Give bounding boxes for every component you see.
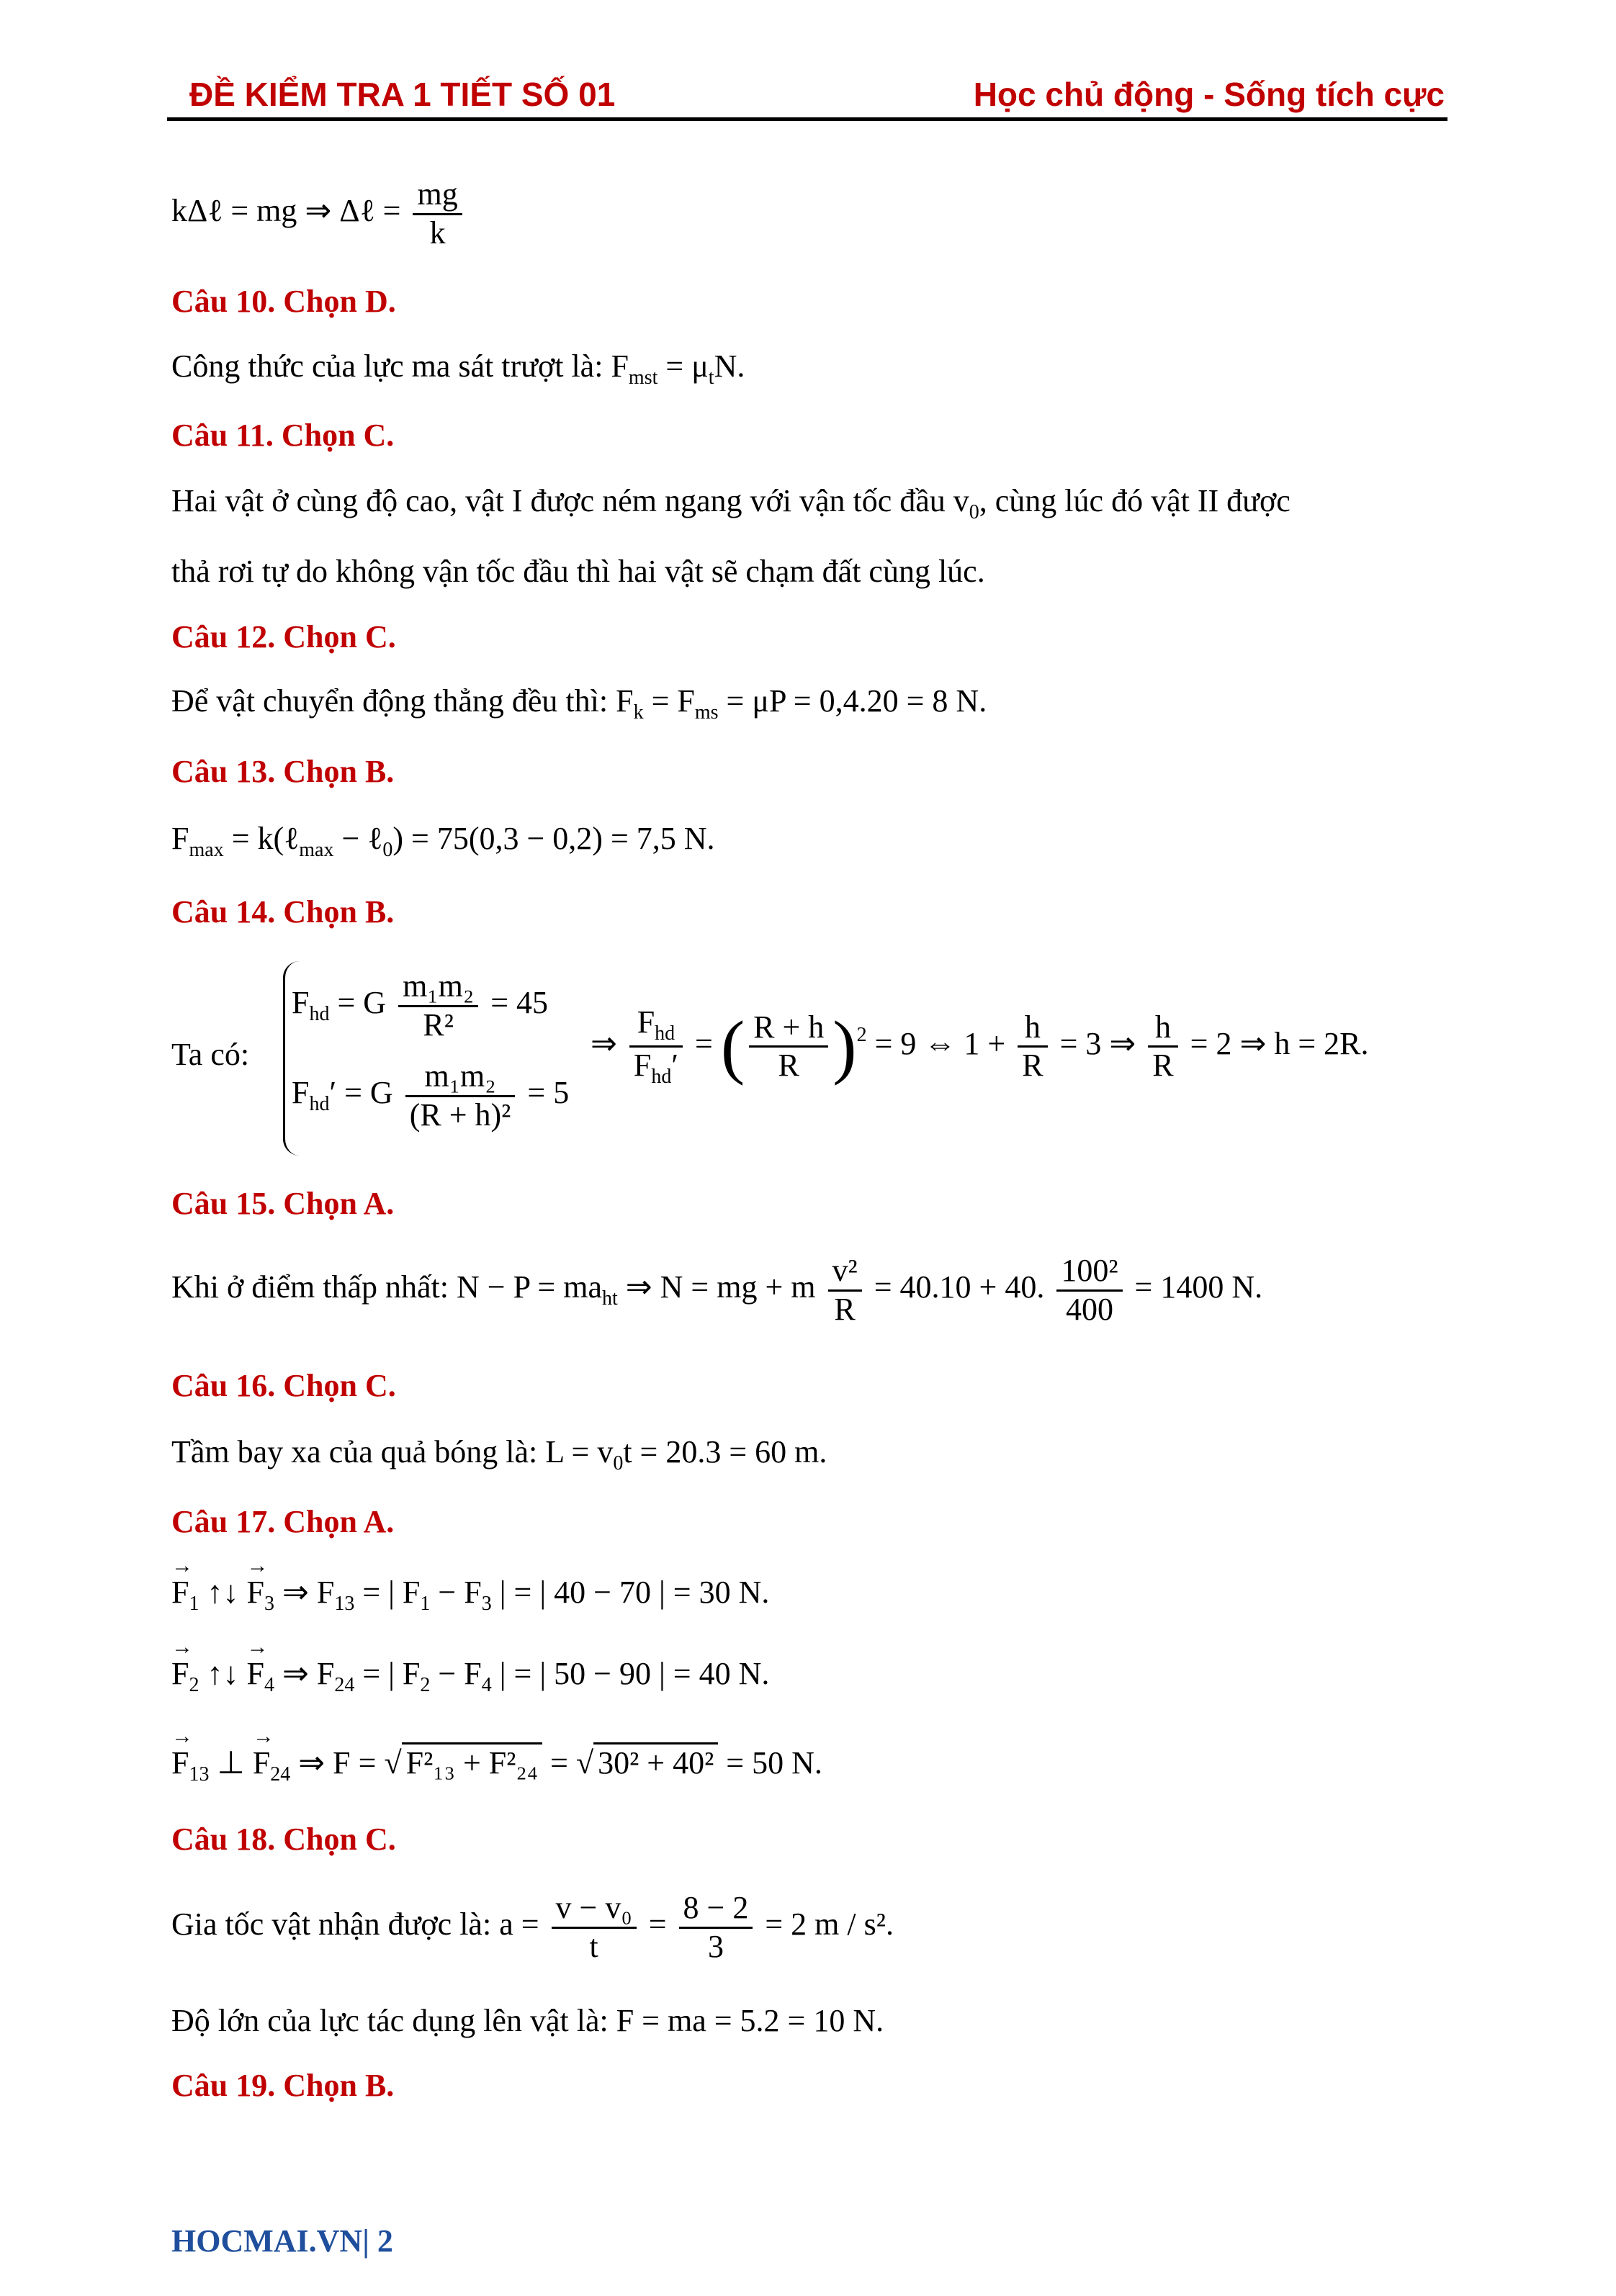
q10-title: Câu 10. Chọn D. [171, 284, 396, 319]
q14-eq2: $F_{hd}' = G$ $\frac{\text{m₁m₂}}{\text{(R + h)²}}$ = 5 [292, 1058, 570, 1133]
q18-title: Câu 18. Chọn C. [171, 1822, 396, 1857]
q11-line2: thả rơi tự do không vận tốc đầu thì hai vật sẽ chạm đất cùng lúc. [171, 554, 985, 589]
q12-title: Câu 12. Chọn C. [171, 619, 396, 654]
q14-taco: Ta có: [171, 1037, 250, 1072]
q14-title: Câu 14. Chọn B. [171, 894, 395, 929]
q13-title: Câu 13. Chọn B. [171, 754, 395, 789]
q17-line2: → $F_2$ ↑↓ → $F_4$ ⇒ $F_{24}$ = | $F_2 - F_4$ | = | 50 − 90 | = 40 N. [171, 1658, 769, 1696]
q14-ratio: ⇒ $\frac{F_{hd}}{F_{hd}'}$ = ( $\frac{R + h}{R}$ )$^2$ = 9 ⇔ 1 + $\frac{h}{R}$ = 3 ⇒ $\frac{h}{R}$ = 2 ⇒ h = 2R. [591, 1004, 1369, 1089]
header-slogan: Học chủ động - Sống tích cực [973, 76, 1445, 113]
q15-formula: Khi ở điểm thấp nhất: $N - P = ma_{ht}$ ⇒ N = mg + m $\frac{\text{v²}}{R}$ = 40.10 + 40. $\frac{\text{100²}}{400}$ = 1400 N. [171, 1253, 1263, 1327]
footer-page: HOCMAI.VN| 2 [171, 2223, 393, 2259]
q18-accel: Gia tốc vật nhận được là: a = $\frac{\text{v − v₀}}{t}$ = $\frac{8 - 2}{3}$ = 2 m / s². [171, 1890, 894, 1964]
q19-title: Câu 19. Chọn B. [171, 2068, 395, 2103]
q14-eq1: $F_{hd} = G$ $\frac{\text{m₁m₂}}{\text{R²}}$ = 45 [292, 968, 549, 1043]
q16-title: Câu 16. Chọn C. [171, 1368, 396, 1403]
formula-delta-l: kΔℓ = mg ⇒ Δℓ = $\frac{mg}{k}$ [171, 176, 467, 251]
header-rule [167, 117, 1447, 121]
q17-line1: → $F_1$ ↑↓ → $F_3$ ⇒ $F_{13}$ = | $F_1 - F_3$ | = | 40 − 70 | = 30 N. [171, 1577, 769, 1614]
q16-text: Tầm bay xa của quả bóng là: $L = v_0t = 20.3 = 60$ m. [171, 1434, 827, 1475]
q12-text: Để vật chuyển động thẳng đều thì: $F_k = F_{ms} = \mu P = 0,4.20 = 8$ N. [171, 683, 987, 724]
q10-text: Công thức của lực ma sát trượt là: $F_{mst} = \mu_tN$. [171, 348, 745, 389]
q11-title: Câu 11. Chọn C. [171, 418, 395, 453]
header-title: ĐỀ KIỂM TRA 1 TIẾT SỐ 01 [189, 76, 616, 113]
q13-formula: $F_{max}$ = k(ℓ$_{max}$ − ℓ$_0$) = 75(0,3 − 0,2) = 7,5 N. [171, 821, 715, 861]
q11-line1: Hai vật ở cùng độ cao, vật I được ném ngang với vận tốc đầu $v_0$, cùng lúc đó vật II được [171, 483, 1290, 523]
q15-title: Câu 15. Chọn A. [171, 1186, 395, 1221]
q17-title: Câu 17. Chọn A. [171, 1504, 395, 1539]
q17-line3: → $F_{13}$ ⊥ → $F_{24}$ ⇒ F = √ F²₁₃ + F²₂₄ = √ 30² + 40² = 50 N. [171, 1742, 822, 1785]
q18-force: Độ lớn của lực tác dụng lên vật là: F = ma = 5.2 = 10 N. [171, 2003, 884, 2038]
